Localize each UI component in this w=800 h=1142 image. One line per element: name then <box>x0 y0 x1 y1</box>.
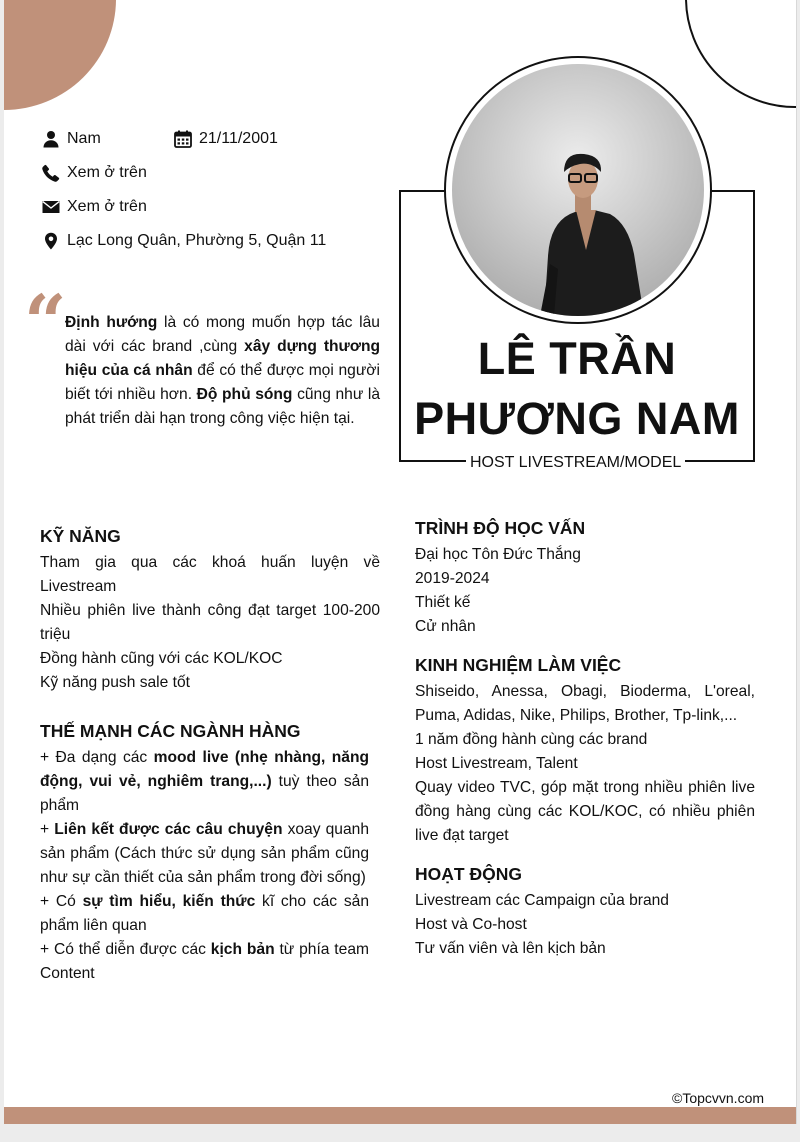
list-item: Thiết kế <box>415 594 471 611</box>
address-text: Lạc Long Quân, Phường 5, Quận 11 <box>67 232 327 249</box>
list-item: Livestream các Campaign của brand <box>415 892 669 909</box>
decorative-corner-circle <box>4 0 116 110</box>
experience-title: KINH NGHIỆM LÀM VIỆC <box>415 655 622 675</box>
skills-title: KỸ NĂNG <box>40 526 121 546</box>
full-name-line-2: PHƯƠNG NAM <box>414 393 740 444</box>
list-item: Nhiều phiên live thành công đạt target 100-200 triệu <box>40 602 380 643</box>
profile-photo <box>452 64 704 316</box>
list-item: Shiseido, Anessa, Obagi, Bioderma, L'oreal, Puma, Adidas, Nike, Philips, Brother, Tp-link,... <box>415 683 755 724</box>
bottom-accent-bar <box>4 1107 796 1124</box>
location-pin-icon <box>42 232 60 250</box>
address-row <box>42 230 326 252</box>
quote-mark-icon: “ <box>24 280 67 366</box>
list-item: Tư vấn viên và lên kịch bản <box>415 940 606 957</box>
mail-icon <box>42 198 60 216</box>
phone-icon <box>42 164 60 182</box>
list-item: Kỹ năng push sale tốt <box>40 674 190 691</box>
list-item: Host và Co-host <box>415 916 527 933</box>
gender-row <box>42 128 101 150</box>
phone-text: Xem ở trên <box>67 164 147 181</box>
education-list <box>415 543 755 639</box>
list-item: + Đa dạng các mood live (nhẹ nhàng, năng động, vui vẻ, nghiêm trang,...) tuỳ theo sản phẩm <box>40 749 369 814</box>
user-icon <box>42 130 60 148</box>
list-item: + Liên kết được các câu chuyện xoay quanh sản phẩm (Cách thức sử dụng sản phẩm cũng như sự cần thiết của sản phẩm trong đời sống) <box>40 821 370 886</box>
calendar-icon <box>174 130 192 148</box>
strengths-list <box>40 746 369 986</box>
list-item: + Có sự tìm hiểu, kiến thức kĩ cho các sản phẩm liên quan <box>40 893 369 934</box>
objective-text: Định hướng là có mong muốn hợp tác lâu dài với các brand ,cùng xây dựng thương hiệu của cá nhân để có thể được mọi người biết tới nhiều hơn. Độ phủ sóng cũng như là phát triển dài hạn trong công việc hiện tại. <box>65 314 381 427</box>
list-item: Đồng hành cũng với các KOL/KOC <box>40 650 283 667</box>
list-item: Cử nhân <box>415 618 476 635</box>
dob-text: 21/11/2001 <box>199 130 278 147</box>
email-text: Xem ở trên <box>67 198 147 215</box>
list-item: 2019-2024 <box>415 570 490 587</box>
copyright-text: ©Topcvvn.com <box>672 1090 765 1106</box>
full-name-line-1: LÊ TRẦN <box>477 333 677 384</box>
strengths-title: THẾ MẠNH CÁC NGÀNH HÀNG <box>40 721 301 741</box>
list-item: Quay video TVC, góp mặt trong nhiều phiên live đồng hàng cùng các KOL/KOC, có nhiều phiên live đạt target <box>415 779 755 844</box>
activities-list <box>415 889 755 961</box>
education-title: TRÌNH ĐỘ HỌC VẤN <box>415 518 586 538</box>
list-item: + Có thể diễn được các kịch bản từ phía team Content <box>40 941 369 982</box>
activities-title: HOẠT ĐỘNG <box>415 864 522 884</box>
gender-text: Nam <box>67 130 101 147</box>
person-illustration <box>452 64 704 316</box>
email-row <box>42 196 147 218</box>
list-item: Tham gia qua các khoá huấn luyện về Livestream <box>40 554 380 595</box>
phone-row <box>42 162 147 184</box>
cv-page <box>4 0 797 1124</box>
list-item: 1 năm đồng hành cùng các brand <box>415 731 648 748</box>
job-role: HOST LIVESTREAM/MODEL <box>466 454 685 472</box>
list-item: Host Livestream, Talent <box>415 755 578 772</box>
list-item: Đại học Tôn Đức Thắng <box>415 546 581 563</box>
skills-list <box>40 551 380 695</box>
experience-list <box>415 680 755 848</box>
dob-row <box>174 128 278 150</box>
